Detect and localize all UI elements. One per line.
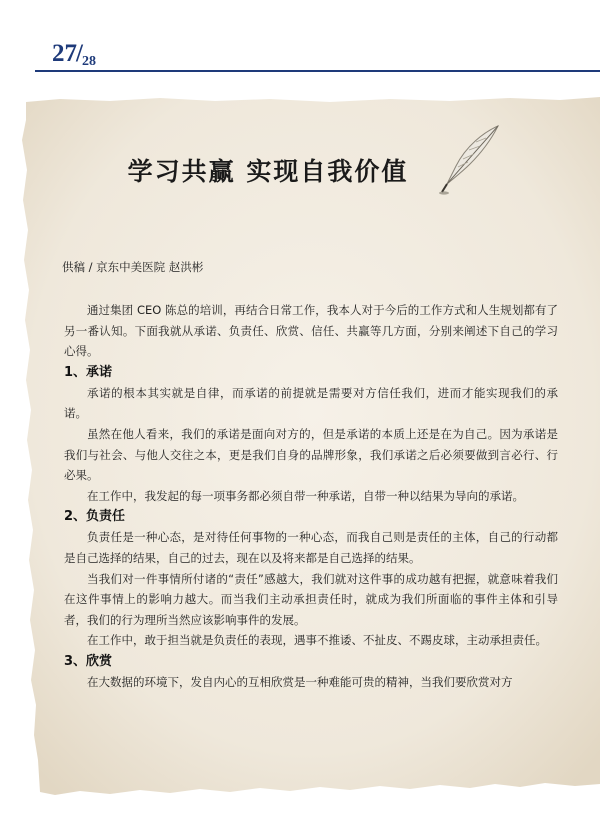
section-heading: 2、负责任 (64, 509, 126, 525)
body-paragraph: 在工作中，我发起的每一项事务都必须自带一种承诺，自带一种以结果为导向的承诺。 (87, 488, 524, 503)
section-heading: 3、欣赏 (64, 653, 113, 669)
page-number-total: 28 (81, 54, 96, 69)
title-wrapper (0, 152, 600, 188)
article-body (64, 300, 558, 693)
article-byline: 供稿 / 京东中美医院 赵洪彬 (62, 260, 204, 274)
article-title: 学习共赢 实现自我价值 (127, 157, 409, 186)
body-paragraph: 承诺的根本其实就是自律，而承诺的前提就是需要对方信任我们，进而才能实现我们的承诺。 (64, 385, 558, 421)
page-number-current: 27 (52, 40, 77, 67)
body-paragraph: 虽然在他人看来，我们的承诺是面向对方的，但是承诺的本质上还是在为自己。因为承诺是我们与社会、与他人交往之本，更是我们自身的品牌形象，我们承诺之后必须要做到言必行、行必果。 (64, 426, 558, 483)
body-paragraph: 在大数据的环境下，发自内心的互相欣赏是一种难能可贵的精神，当我们要欣赏对方 (87, 674, 513, 689)
feather-quill-icon (436, 122, 506, 196)
body-paragraph: 当我们对一件事情所付诸的“责任”感越大，我们就对这件事的成功越有把握，就意味着我们在这件事情上的影响力越大。而当我们主动承担责任时，就成为我们所面临的事件主体和引导者，我们的行为理所当然应该影响事件的发展。 (64, 571, 558, 627)
intro-paragraph: 通过集团 CEO 陈总的培训，再结合日常工作，我本人对于今后的工作方式和人生规划都有了另一番认知。下面我就从承诺、负责任、欣赏、信任、共赢等几方面，分别来阐述下自己的学习心得。 (64, 303, 558, 359)
body-paragraph: 负责任是一种心态，是对待任何事物的一种心态，而我自己则是责任的主体，自己的行动都是自己选择的结果，自己的过去，现在以及将来都是自己选择的结果。 (64, 530, 558, 565)
section-heading: 1、承诺 (64, 364, 113, 380)
page-number-slash: / (76, 40, 83, 67)
body-paragraph: 在工作中，敢于担当就是负责任的表现，遇事不推诿、不扯皮、不踢皮球，主动承担责任。 (87, 633, 547, 648)
